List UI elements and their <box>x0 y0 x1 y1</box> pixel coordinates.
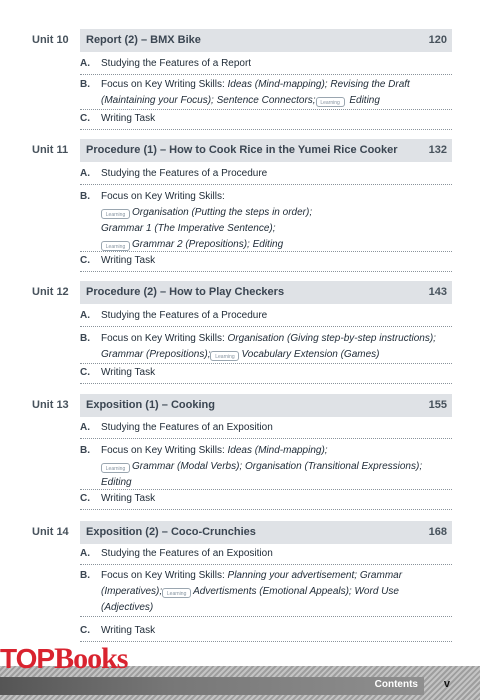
item-plain-text: Focus on Key Writing Skills: <box>101 79 228 90</box>
item-plain-text: Studying the Features of a Procedure <box>101 310 268 321</box>
unit-page-number[interactable]: 143 <box>428 286 447 298</box>
item-italic-text: Planning your advertisement; Grammar (Imperatives); <box>101 570 403 597</box>
unit-row <box>0 139 480 162</box>
item-italic-text: Ideas (Mind-mapping); <box>227 445 328 456</box>
page-number: v <box>443 678 450 690</box>
item-plain-text: Focus on Key Writing Skills: <box>101 570 228 581</box>
item-plain-text: Focus on Key Writing Skills: <box>101 333 228 344</box>
item-italic-text: Organisation (Putting the steps in order); <box>132 207 313 218</box>
logo-books-text: Books <box>54 642 128 675</box>
toc-item <box>80 568 452 617</box>
item-text <box>101 491 452 507</box>
item-text <box>101 308 452 324</box>
unit-title[interactable]: Exposition (2) – Coco-Crunchies <box>86 526 256 538</box>
item-plain-text: Writing Task <box>101 625 156 636</box>
unit-row <box>0 29 480 52</box>
unit-row <box>0 394 480 417</box>
unit-page-number[interactable]: 155 <box>428 399 447 411</box>
item-text <box>101 77 452 109</box>
learning-badge-icon: Learning <box>210 351 239 361</box>
toc-item <box>80 111 452 130</box>
item-plain-text: Studying the Features of an Exposition <box>101 422 273 433</box>
item-letter: C. <box>80 113 90 124</box>
item-plain-text: Focus on Key Writing Skills: <box>101 445 228 456</box>
item-letter: B. <box>80 79 90 90</box>
toc-item <box>80 546 452 565</box>
toc-item <box>80 443 452 490</box>
item-italic-text: Editing <box>346 95 380 106</box>
item-letter: B. <box>80 570 90 581</box>
unit-title[interactable]: Procedure (1) – How to Cook Rice in the Yumei Rice Cooker <box>86 144 398 156</box>
item-text <box>101 546 452 562</box>
item-letter: C. <box>80 493 90 504</box>
item-text <box>101 365 452 381</box>
unit-title[interactable]: Procedure (2) – How to Play Checkers <box>86 286 285 298</box>
item-plain-text: Focus on Key Writing Skills: <box>101 191 225 202</box>
item-italic-text: Advertisments (Emotional Appeals); Word Use (Adjectives) <box>101 586 399 613</box>
toc-item <box>80 253 452 272</box>
toc-item <box>80 56 452 75</box>
item-letter: A. <box>80 548 90 559</box>
item-italic-text: Grammar 1 (The Imperative Sentence); <box>101 223 276 234</box>
learning-badge-icon: Learning <box>101 241 130 251</box>
item-letter: B. <box>80 333 90 344</box>
item-text <box>101 56 452 72</box>
item-plain-text: Writing Task <box>101 255 156 266</box>
learning-badge-icon: Learning <box>162 588 191 598</box>
learning-badge-icon: Learning <box>101 463 130 473</box>
toc-item <box>80 420 452 439</box>
learning-badge-icon: Learning <box>316 97 345 107</box>
unit-title[interactable]: Report (2) – BMX Bike <box>86 34 201 46</box>
footer-contents-label: Contents <box>374 679 418 690</box>
unit-page-number[interactable]: 132 <box>428 144 447 156</box>
toc-item <box>80 331 452 364</box>
item-text <box>101 568 452 616</box>
unit-title[interactable]: Exposition (1) – Cooking <box>86 399 215 411</box>
item-text <box>101 623 452 639</box>
item-letter: C. <box>80 255 90 266</box>
logo-top-text: TOP <box>0 643 55 674</box>
item-letter: C. <box>80 625 90 636</box>
toc-item <box>80 308 452 327</box>
footer-bar <box>0 677 424 695</box>
item-letter: C. <box>80 367 90 378</box>
item-text <box>101 253 452 269</box>
toc-item <box>80 491 452 510</box>
item-text <box>101 331 452 363</box>
topbooks-watermark-logo <box>0 642 127 676</box>
unit-number: Unit 11 <box>32 144 69 156</box>
item-letter: A. <box>80 168 90 179</box>
item-italic-text: Organisation (Giving step-by-step instructions); Grammar (Prepositions); <box>101 333 436 360</box>
toc-item <box>80 189 452 252</box>
item-letter: A. <box>80 310 90 321</box>
item-letter: B. <box>80 445 90 456</box>
item-text <box>101 111 452 127</box>
item-letter: A. <box>80 422 90 433</box>
unit-page-number[interactable]: 168 <box>428 526 447 538</box>
item-plain-text: Writing Task <box>101 113 156 124</box>
unit-row <box>0 281 480 304</box>
toc-item <box>80 623 452 642</box>
unit-number: Unit 12 <box>32 286 69 298</box>
unit-number: Unit 10 <box>32 34 69 46</box>
unit-number: Unit 13 <box>32 399 69 411</box>
unit-number: Unit 14 <box>32 526 69 538</box>
item-plain-text: Studying the Features of an Exposition <box>101 548 273 559</box>
item-plain-text: Writing Task <box>101 493 156 504</box>
unit-row <box>0 521 480 544</box>
item-text <box>101 189 452 253</box>
item-italic-text: Grammar 2 (Prepositions); Editing <box>132 239 284 250</box>
item-text <box>101 166 452 182</box>
toc-item <box>80 77 452 110</box>
unit-page-number[interactable]: 120 <box>428 34 447 46</box>
item-plain-text: Studying the Features of a Procedure <box>101 168 268 179</box>
item-text <box>101 443 452 491</box>
item-plain-text: Studying the Features of a Report <box>101 58 252 69</box>
toc-item <box>80 166 452 185</box>
item-italic-text: Vocabulary Extension (Games) <box>241 349 380 360</box>
item-letter: B. <box>80 191 90 202</box>
toc-item <box>80 365 452 384</box>
learning-badge-icon: Learning <box>101 209 130 219</box>
item-italic-text: Grammar (Modal Verbs); Organisation (Transitional Expressions); Editing <box>101 461 423 488</box>
item-text <box>101 420 452 436</box>
item-plain-text: Writing Task <box>101 367 156 378</box>
item-letter: A. <box>80 58 90 69</box>
item-italic-text: Ideas (Mind-mapping); Revising the Draft (Maintaining your Focus); Sentence Connectors; <box>101 79 410 106</box>
